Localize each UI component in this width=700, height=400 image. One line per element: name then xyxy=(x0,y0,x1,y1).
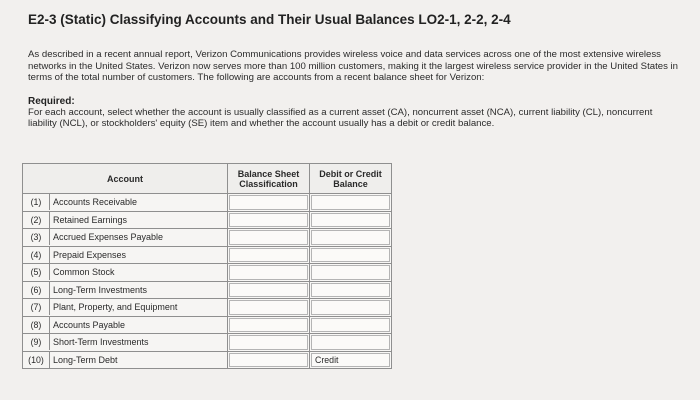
account-cell-content xyxy=(23,352,227,368)
table-row xyxy=(23,211,392,229)
balance-select[interactable] xyxy=(311,318,390,333)
balance-cell xyxy=(310,246,392,264)
account-name: Prepaid Expenses xyxy=(53,249,127,260)
exercise-title: E2-3 (Static) Classifying Accounts and Their Usual Balances LO2-1, 2-2, 2-4 xyxy=(28,12,511,27)
account-cell xyxy=(23,264,228,282)
account-cell-content xyxy=(23,264,227,280)
required-label: Required: xyxy=(28,95,75,107)
account-number: (3) xyxy=(23,229,50,245)
balance-cell xyxy=(310,229,392,247)
account-name: Common Stock xyxy=(53,267,115,278)
classification-select[interactable] xyxy=(229,318,308,333)
account-number: (9) xyxy=(23,334,50,350)
balance-cell xyxy=(310,281,392,299)
classification-cell xyxy=(228,316,310,334)
account-cell xyxy=(23,246,228,264)
account-cell-content xyxy=(23,194,227,210)
classification-cell xyxy=(228,229,310,247)
classification-select[interactable] xyxy=(229,353,308,368)
account-name: Short-Term Investments xyxy=(53,337,149,348)
account-number: (7) xyxy=(23,299,50,315)
classification-select[interactable] xyxy=(229,195,308,210)
classification-select[interactable] xyxy=(229,230,308,245)
account-cell xyxy=(23,299,228,317)
classification-header: Balance Sheet Classification xyxy=(228,164,310,194)
classification-cell xyxy=(228,351,310,369)
account-name: Accrued Expenses Payable xyxy=(53,232,164,243)
classification-select[interactable] xyxy=(229,248,308,263)
account-name: Accounts Receivable xyxy=(53,197,138,208)
balance-cell xyxy=(310,351,392,369)
classification-cell xyxy=(228,334,310,352)
balance-select[interactable] xyxy=(311,300,390,315)
accounts-table xyxy=(22,163,392,369)
classification-select[interactable] xyxy=(229,335,308,350)
balance-select[interactable] xyxy=(311,335,390,350)
table-row xyxy=(23,351,392,369)
account-number: (8) xyxy=(23,317,50,333)
account-cell-content xyxy=(23,317,227,333)
classification-select[interactable] xyxy=(229,213,308,228)
balance-select[interactable] xyxy=(311,195,390,210)
account-cell-content xyxy=(23,282,227,298)
table-row xyxy=(23,229,392,247)
account-cell-content xyxy=(23,247,227,263)
account-name: Long-Term Investments xyxy=(53,284,148,295)
balance-cell xyxy=(310,264,392,282)
account-cell-content xyxy=(23,299,227,315)
balance-select[interactable]: Credit xyxy=(311,353,390,368)
account-number: (10) xyxy=(23,352,50,368)
account-cell-content xyxy=(23,212,227,228)
account-number: (2) xyxy=(23,212,50,228)
table-header-row xyxy=(23,164,392,194)
table-row xyxy=(23,264,392,282)
table-row xyxy=(23,194,392,212)
required-text: For each account, select whether the account is usually classified as a current asset (CA), noncurrent asset (NCA), current liability (CL), noncurrent liability (NCL), or stockholders' equity (SE) item and whether the account usually has a debit or credit balance. xyxy=(28,106,653,129)
account-cell xyxy=(23,281,228,299)
balance-cell xyxy=(310,194,392,212)
balance-cell xyxy=(310,299,392,317)
account-number: (4) xyxy=(23,247,50,263)
account-cell xyxy=(23,229,228,247)
balance-cell xyxy=(310,211,392,229)
classification-cell xyxy=(228,194,310,212)
account-name: Accounts Payable xyxy=(53,319,126,330)
balance-select[interactable] xyxy=(311,213,390,228)
account-cell xyxy=(23,211,228,229)
account-name: Retained Earnings xyxy=(53,214,128,225)
balance-cell xyxy=(310,334,392,352)
table-row xyxy=(23,316,392,334)
table-row xyxy=(23,246,392,264)
account-cell-content xyxy=(23,229,227,245)
classification-cell xyxy=(228,264,310,282)
classification-cell xyxy=(228,246,310,264)
balance-select[interactable] xyxy=(311,230,390,245)
table-row xyxy=(23,299,392,317)
classification-select[interactable] xyxy=(229,265,308,280)
account-cell xyxy=(23,316,228,334)
account-cell xyxy=(23,351,228,369)
account-cell-content xyxy=(23,334,227,350)
balance-select[interactable] xyxy=(311,283,390,298)
account-number: (1) xyxy=(23,194,50,210)
classification-select[interactable] xyxy=(229,283,308,298)
balance-select[interactable] xyxy=(311,248,390,263)
balance-cell xyxy=(310,316,392,334)
classification-select[interactable] xyxy=(229,300,308,315)
intro-paragraph: As described in a recent annual report, Verizon Communications provides wireless voice and data services across one of the most extensive wireless networks in the United States. Verizon now serves more than 100 million customers, making it the largest wireless service provider in the United States in terms of the total number of customers. The following are accounts from a recent balance sheet for Verizon: xyxy=(28,49,679,83)
account-number: (5) xyxy=(23,264,50,280)
table-row xyxy=(23,281,392,299)
account-header: Account xyxy=(23,164,228,194)
account-name: Plant, Property, and Equipment xyxy=(53,302,178,313)
table-row xyxy=(23,334,392,352)
balance-header: Debit or Credit Balance xyxy=(310,164,392,194)
account-number: (6) xyxy=(23,282,50,298)
balance-select[interactable] xyxy=(311,265,390,280)
account-cell xyxy=(23,194,228,212)
classification-cell xyxy=(228,281,310,299)
account-name: Long-Term Debt xyxy=(53,354,118,365)
classification-cell xyxy=(228,299,310,317)
account-cell xyxy=(23,334,228,352)
classification-cell xyxy=(228,211,310,229)
